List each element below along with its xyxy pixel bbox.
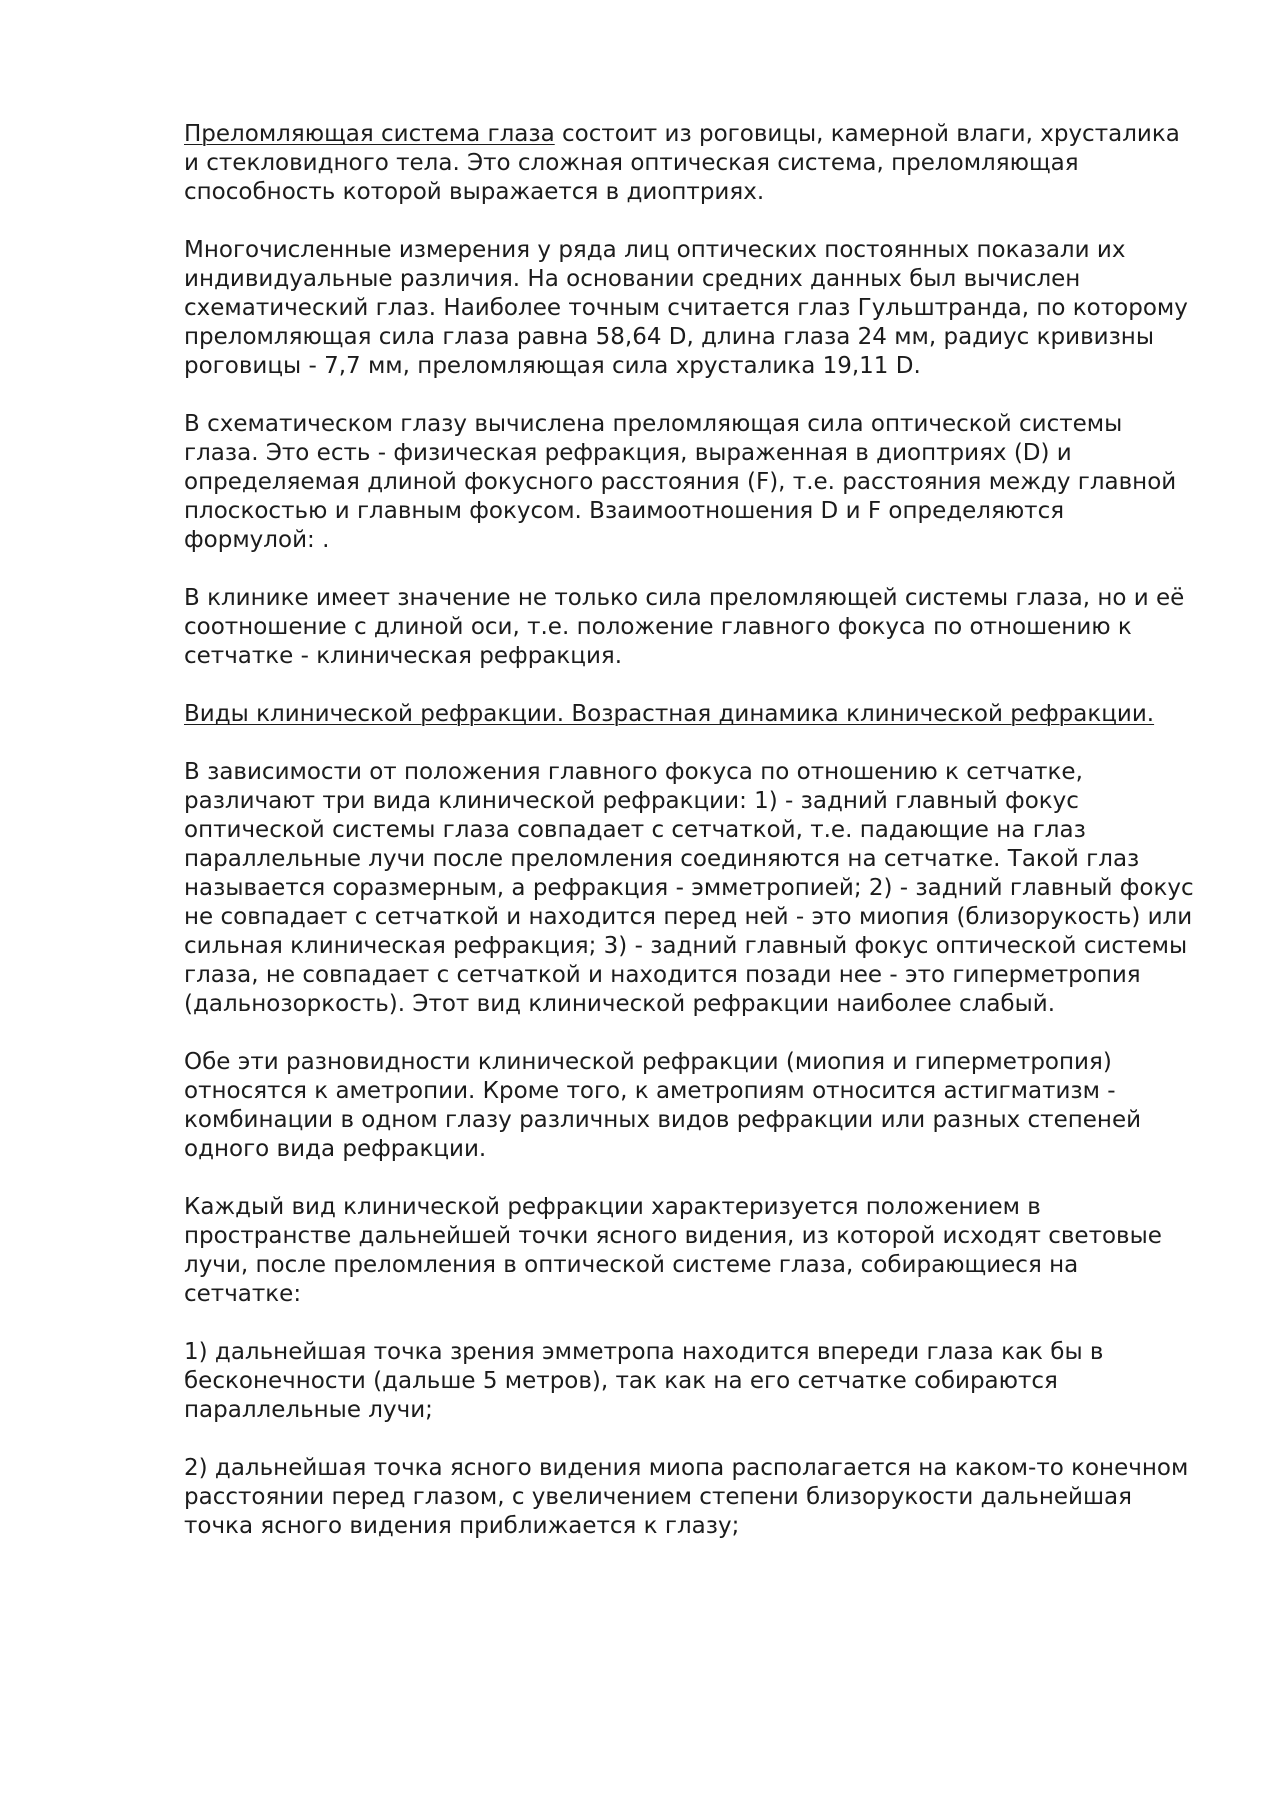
list-item-myope: [184, 1454, 1194, 1541]
paragraph-gullstrand-eye: [184, 236, 1194, 381]
paragraph-far-point: [184, 1193, 1194, 1309]
paragraph-text: Обе эти разновидности клинической рефракции (миопия и гиперметропия) относятся к аметропии. Кроме того, к аметропиям относится астигматизм - комбинации в одном глазу различных видов рефракции или разных степеней одного вида рефракции.: [184, 1049, 1142, 1162]
paragraph-text: состоит из роговицы, камерной влаги, хрусталика и стекловидного тела. Это сложная оптическая система, преломляющая способность которой выражается в диоптриях.: [184, 121, 1180, 205]
underlined-term: Преломляющая система глаза: [184, 121, 555, 147]
paragraph-physical-refraction: [184, 410, 1194, 555]
document-body: [184, 120, 1194, 1541]
paragraph-three-types: [184, 758, 1194, 1019]
paragraph-text: Каждый вид клинической рефракции характеризуется положением в пространстве дальнейшей точки ясного видения, из которой исходят световые лучи, после преломления в оптической системе глаза, собирающиеся на сетчатке:: [184, 1194, 1162, 1307]
paragraph-text: В зависимости от положения главного фокуса по отношению к сетчатке, различают три вида клинической рефракции: 1) - задний главный фокус оптической системы глаза совпадает с сетчаткой, т.е. падающие на глаз параллельные лучи после преломления соединяются на сетчатке. Такой глаз называется соразмерным, а рефракция - эмметропией; 2) - задний главный фокус не совпадает с сетчаткой и находится перед ней - это миопия (близорукость) или сильная клиническая рефракция; 3) - задний главный фокус оптической системы глаза, не совпадает с сетчаткой и находится позади нее - это гиперметропия (дальнозоркость). Этот вид клинической рефракции наиболее слабый.: [184, 759, 1194, 1017]
section-heading-refraction-types: [184, 700, 1194, 729]
paragraph-refracting-system: [184, 120, 1194, 207]
paragraph-clinical-refraction: [184, 584, 1194, 671]
paragraph-text: 2) дальнейшая точка ясного видения миопа располагается на каком-то конечном расстоянии перед глазом, с увеличением степени близорукости дальнейшая точка ясного видения приближается к глазу;: [184, 1455, 1189, 1539]
paragraph-text: Многочисленные измерения у ряда лиц оптических постоянных показали их индивидуальные различия. На основании средних данных был вычислен схематический глаз. Наиболее точным считается глаз Гульштранда, по которому преломляющая сила глаза равна 58,64 D, длина глаза 24 мм, радиус кривизны роговицы - 7,7 мм, преломляющая сила хрусталика 19,11 D.: [184, 237, 1188, 379]
paragraph-text: В клинике имеет значение не только сила преломляющей системы глаза, но и её соотношение с длиной оси, т.е. положение главного фокуса по отношению к сетчатке - клиническая рефракция.: [184, 585, 1185, 669]
paragraph-text: 1) дальнейшая точка зрения эмметропа находится впереди глаза как бы в бесконечности (дальше 5 метров), так как на его сетчатке собираются параллельные лучи;: [184, 1339, 1104, 1423]
paragraph-ametropia: [184, 1048, 1194, 1164]
underlined-heading: Виды клинической рефракции. Возрастная динамика клинической рефракции.: [184, 701, 1155, 727]
paragraph-text: В схематическом глазу вычислена преломляющая сила оптической системы глаза. Это есть - физическая рефракция, выраженная в диоптриях (D) и определяемая длиной фокусного расстояния (F), т.е. расстояния между главной плоскостью и главным фокусом. Взаимоотношения D и F определяются формулой: .: [184, 411, 1177, 553]
list-item-emmetrope: [184, 1338, 1194, 1425]
